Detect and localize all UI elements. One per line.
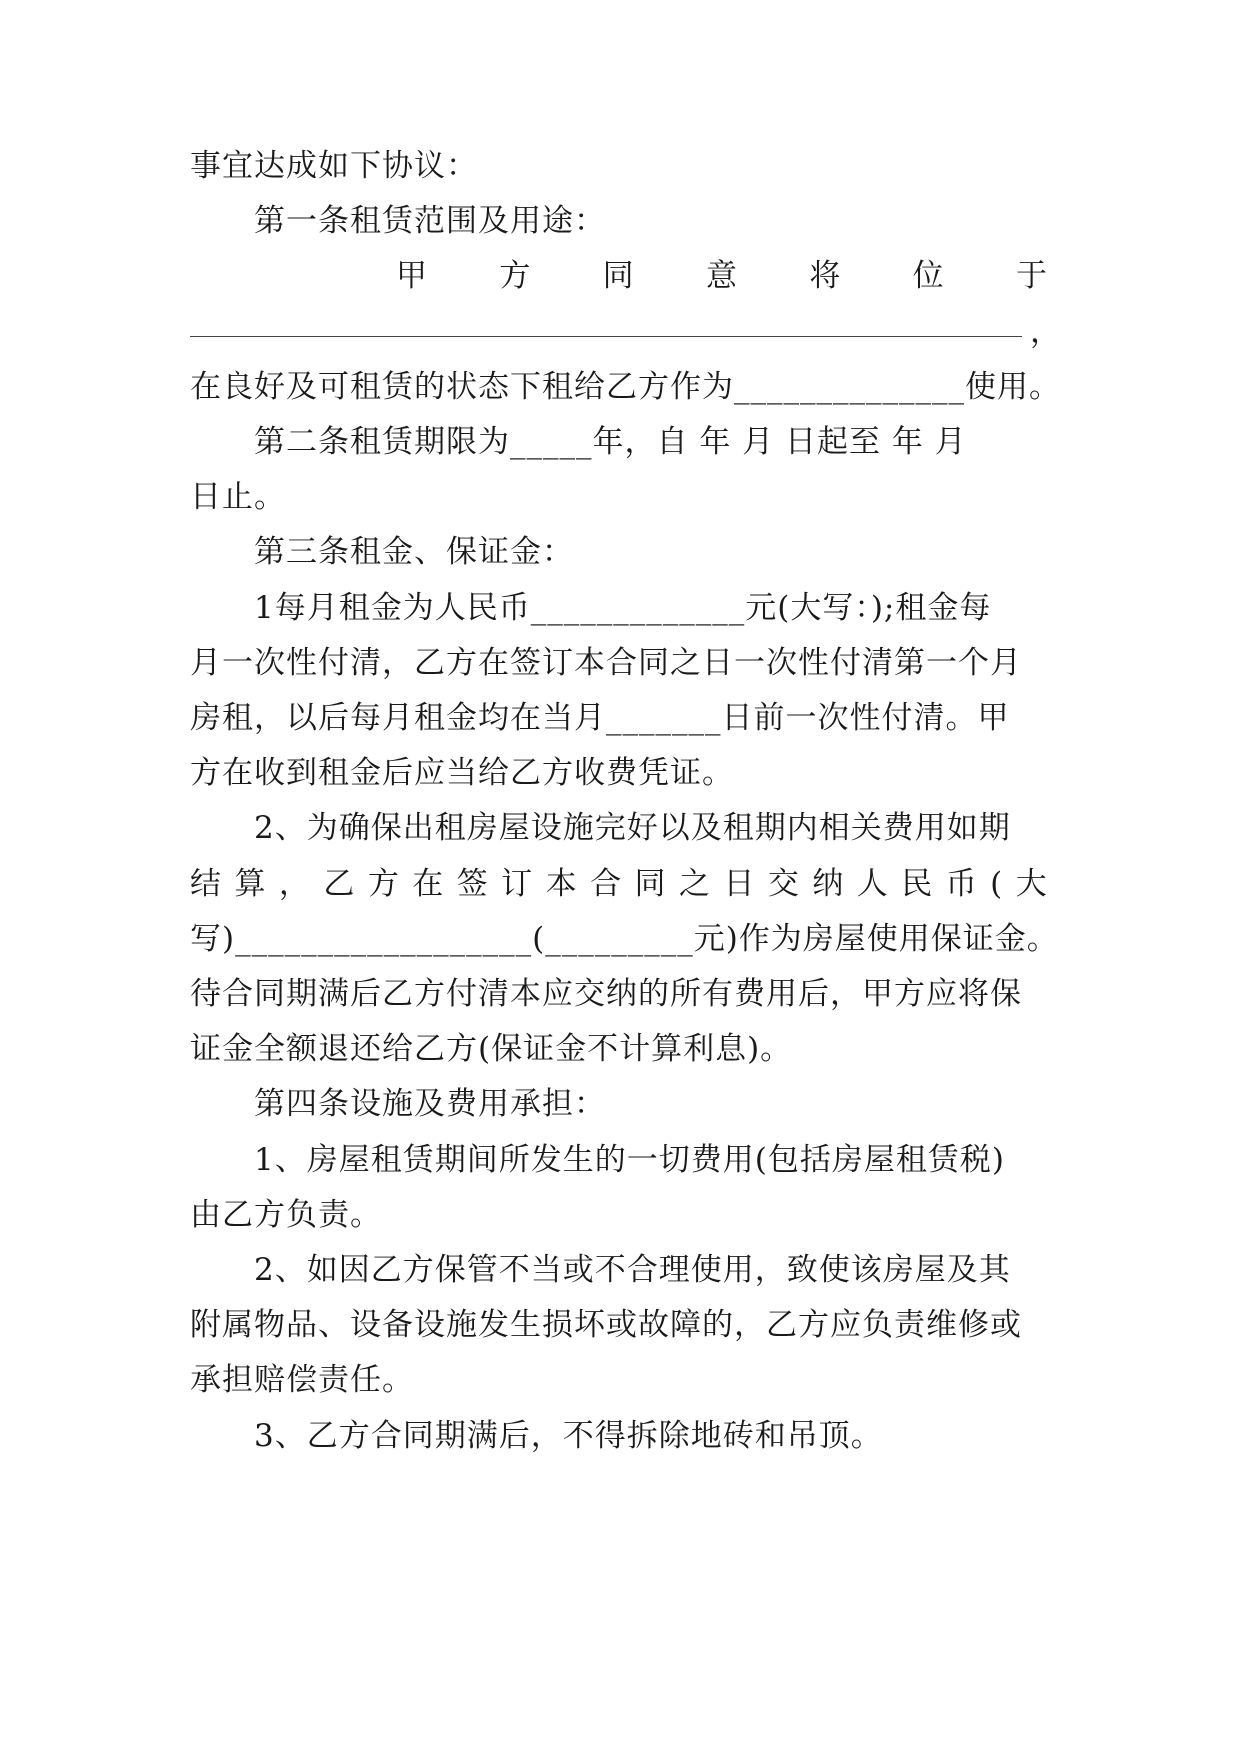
justified-line [190,864,1048,904]
spaced-glyph: 甲 [396,258,428,294]
spaced-glyph: 同 [634,866,667,902]
blank-underline [190,336,1022,337]
text-line: 方在收到租金后应当给乙方收费凭证。 [190,755,734,791]
spaced-glyph: 位 [912,258,945,294]
text-line: 证金全额退还给乙方(保证金不计算利息)。 [190,1031,793,1067]
spaced-glyph: 大 [1015,866,1048,902]
text-line: 事宜达成如下协议： [190,148,478,184]
spaced-glyph: 于 [1015,258,1048,294]
spaced-glyph: 方 [499,258,532,294]
text-line: 1每月租金为人民币_____________元(大写：);租金每 [254,590,992,626]
spaced-glyph: 币 [945,866,978,902]
text-line: 房租，以后每月租金均在当月_______日前一次性付清。甲 [190,700,1010,736]
spaced-glyph: 在 [412,866,445,902]
spaced-glyph: 同 [602,258,635,294]
spaced-glyph: 交 [767,866,800,902]
article-3-heading: 第三条租金、保证金： [254,534,574,570]
spaced-glyph: 人 [856,866,889,902]
spaced-glyph: 方 [367,866,400,902]
spaced-glyph: 之 [678,866,711,902]
spaced-glyph: 合 [590,866,623,902]
justified-line [396,256,1048,296]
spaced-glyph: 本 [545,866,578,902]
text-line: 日止。 [190,479,286,515]
text-line: 承担赔偿责任。 [190,1362,414,1398]
text-line: 3、乙方合同期满后，不得拆除地砖和吊顶。 [254,1418,883,1454]
text-line: 由乙方负责。 [190,1197,382,1233]
spaced-glyph: 日 [723,866,756,902]
text-line: 月一次性付清，乙方在签订本合同之日一次性付清第一个月 [190,645,1022,681]
text-line: 在良好及可租赁的状态下租给乙方作为______________使用。 [190,369,1061,405]
text-line: 1、房屋租赁期间所发生的一切费用(包括房屋租赁税) [254,1142,1005,1178]
text-line: 2、为确保出租房屋设施完好以及租期内相关费用如期 [254,810,1011,846]
article-1-heading: 第一条租赁范围及用途： [254,203,606,239]
text-line: 2、如因乙方保管不当或不合理使用，致使该房屋及其 [254,1252,1011,1288]
text-line: 附属物品、设备设施发生损坏或故障的，乙方应负责维修或 [190,1307,1022,1343]
article-4-heading: 第四条设施及费用承担： [254,1086,606,1122]
spaced-glyph: 纳 [812,866,845,902]
spaced-glyph: 结 [190,866,222,902]
spaced-glyph: 算 [234,866,267,902]
spaced-glyph: ( [990,866,1004,902]
spaced-glyph: 订 [501,866,534,902]
spaced-glyph: 签 [456,866,489,902]
spaced-glyph: 民 [901,866,934,902]
text-line: ， [1030,314,1062,350]
spaced-glyph: ， [278,866,311,902]
article-2-heading: 第二条租赁期限为_____年，自 年 月 日起至 年 月 [254,424,967,460]
text-line: 待合同期满后乙方付清本应交纳的所有费用后，甲方应将保 [190,976,1022,1012]
spaced-glyph: 将 [809,258,842,294]
text-line: 写)__________________(_________元)作为房屋使用保证金。 [190,921,1059,957]
spaced-glyph: 意 [705,258,738,294]
spaced-glyph: 乙 [323,866,356,902]
